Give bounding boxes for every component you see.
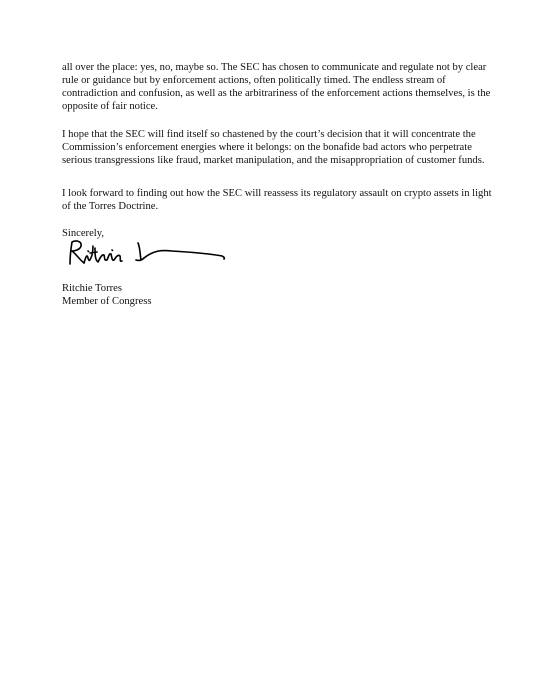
signer-name: Ritchie Torres xyxy=(62,283,122,294)
letter-paragraph-2: I hope that the SEC will find itself so chastened by the court’s decision that it will concentrate the Commission’s enforcement energies where it belongs: on the bonafide bad actors who perpetrate serious transgressions like fraud, market manipulation, and the misappropriation of customer funds. xyxy=(62,129,485,166)
letter-paragraph-1: all over the place: yes, no, maybe so. The SEC has chosen to communicate and regulate not by clear rule or guidance but by enforcement actions, often politically timed. The endless stream of contradiction and confusion, as well as the arbitrariness of the enforcement actions themselves, is the opposite of fair notice. xyxy=(62,62,491,112)
letter-closing: Sincerely, xyxy=(62,228,104,239)
signer-title: Member of Congress xyxy=(62,296,152,307)
letter-paragraph-3: I look forward to finding out how the SEC will reassess its regulatory assault on crypto assets in light of the Torres Doctrine. xyxy=(62,188,492,212)
handwritten-signature xyxy=(62,236,232,270)
